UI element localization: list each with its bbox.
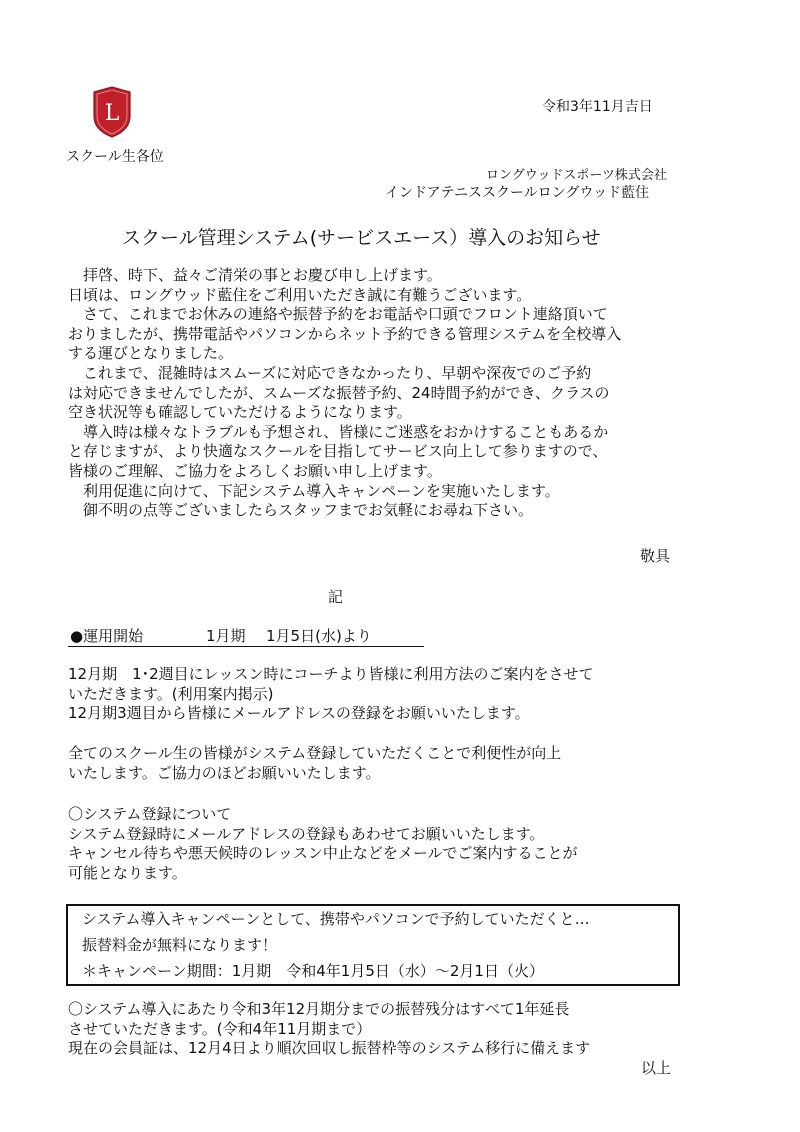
sender-school: インドアテニススクールロングウッド藍住 [385,185,650,201]
body-line: 拝啓、時下、益々ご清栄の事とお慶び申し上げます。 [68,266,442,284]
issue-date: 令和3年11月吉日 [542,99,653,115]
body-line: は対応できませんでしたが、スムーズな振替予約、24時間予約ができ、クラスの [68,383,610,402]
document-title: スクール管理システム(サービスエース）導入のお知らせ [122,227,601,249]
section-line: いただきます。(利用案内掲示) [68,684,274,703]
body-line: 導入時は様々なトラブルも予想され、皆様にご迷惑をおかけすることもあるか [68,422,609,441]
body-line: さて、これまでお休みの連絡や振替予約をお電話や口頭でフロント連絡頂いて [68,305,608,324]
section-guidance [68,665,594,724]
school-logo [92,86,132,138]
section-line: システム登録時にメールアドレスの登録もあわせてお願いいたします。 [68,824,545,843]
ki-heading: 記 [328,588,344,606]
section-extension [68,1000,590,1059]
section-line: 〇システム導入にあたり令和3年12月期分までの振替残分はすべて1年延長 [68,1000,570,1018]
section-line: キャンセル待ちや悪天候時のレッスン中止などをメールでご案内することが [68,844,578,863]
campaign-box [66,904,680,986]
body-line: する運びとなりました。 [68,344,234,363]
sender-company: ロングウッドスポーツ株式会社 [486,168,667,183]
campaign-free-transfer: 振替料金が無料になります！ [82,936,278,954]
logo-letter: L [104,101,120,126]
body-line: 利用促進に向けて、下記システム導入キャンペーンを実施いたします。 [68,481,560,500]
closing-keigu: 敬具 [640,547,671,565]
operation-term: 1月期 [206,627,246,645]
body-line: 御不明の点等ございましたらスタッフまでお気軽にお尋ね下さい。 [68,501,534,520]
body-line: 空き状況等も確認していただけるようになります。 [68,403,412,422]
recipient: スクール生各位 [66,149,164,165]
body-line: おりましたが、携帯電話やパソコンからネット予約できる管理システムを全校導入 [68,324,622,343]
section-cooperation [68,744,561,783]
closing-ijou: 以上 [641,1059,672,1077]
operation-label: ●運用開始 [70,627,144,645]
section-line: させていただきます。(令和4年11月期まで） [68,1019,372,1038]
body-text [68,266,621,521]
section-line: 可能となります。 [68,863,187,882]
section-line: いたします。ご協力のほどお願いいたします。 [68,763,381,782]
section-line: 〇システム登録について [68,805,232,823]
campaign-period: ＊キャンペーン期間：1月期 令和4年1月5日（水）～2月1日（火） [82,962,544,980]
section-line: 12月期 1･2週目にレッスン時にコーチより皆様に利用方法のご案内をさせて [68,665,594,683]
operation-date: 1月5日(水)より [266,627,372,645]
body-line: と存じますが、より快適なスクールを目指してサービス向上して参りますので、 [68,442,608,461]
body-line: これまで、混雑時はスムーズに対応できなかったり、早朝や深夜でのご予約 [68,363,592,382]
section-line: 全てのスクール生の皆様がシステム登録していただくことで利便性が向上 [68,744,562,762]
body-line: 日頃は、ロングウッド藍住をご利用いただき誠に有難うございます。 [68,285,532,304]
section-registration [68,805,578,883]
section-line: 12月期3週目から皆様にメールアドレスの登録をお願いいたします。 [68,704,530,723]
campaign-line: システム導入キャンペーンとして、携帯やパソコンで予約していただくと… [82,910,590,928]
section-line: 現在の会員証は、12月4日より順次回収し振替枠等のシステム移行に備えます [68,1039,591,1058]
body-line: 皆様のご理解、ご協力をよろしくお願い申し上げます。 [68,461,442,480]
